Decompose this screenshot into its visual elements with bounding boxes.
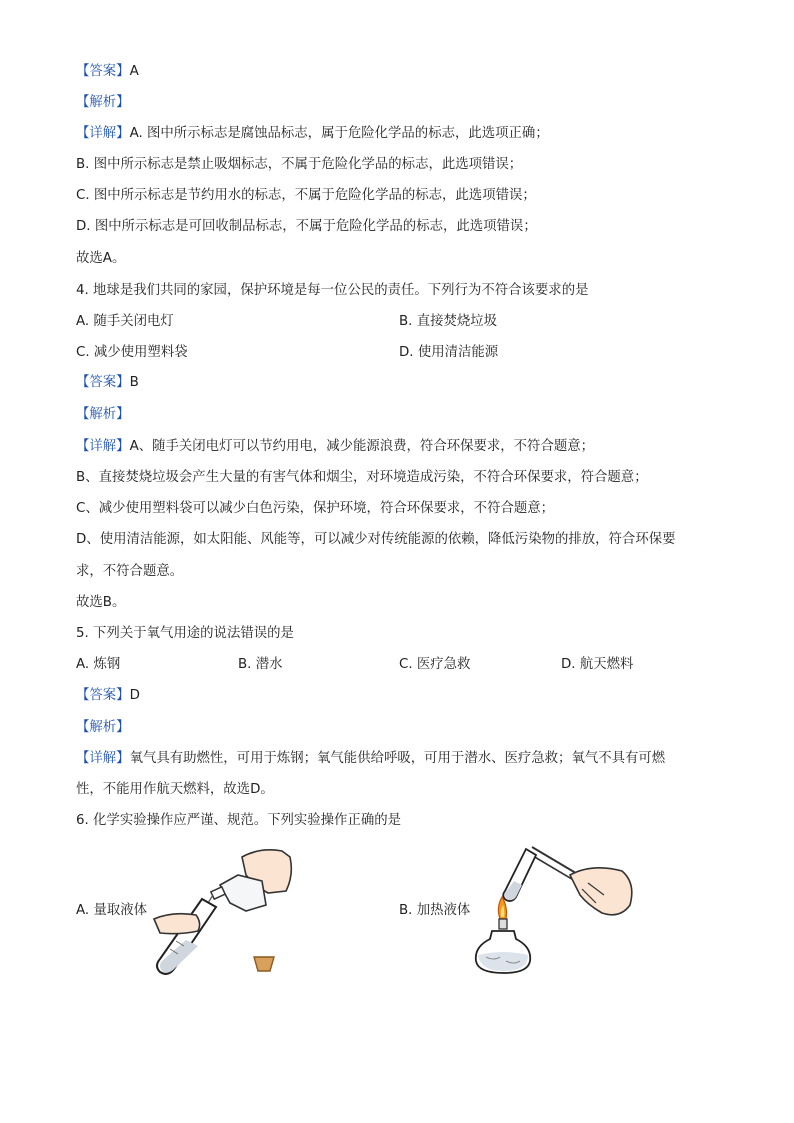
q6-option-a: A. 量取液体 <box>76 903 147 918</box>
q4-detail-line-0 <box>76 437 594 457</box>
detail-text: 氧气具有助燃性，可用于炼钢；氧气能供给呼吸，可用于潜水、医疗急救；氧气不具有可燃 <box>129 751 666 766</box>
q3-analysis-tag: 【解析】 <box>76 95 130 110</box>
q5-answer-line <box>76 686 140 706</box>
q3-conclusion: 故选A。 <box>76 251 126 266</box>
q3-detail-line-0 <box>76 124 549 144</box>
answer-tag: 【答案】 <box>76 688 130 703</box>
q4-detail-line-3: D、使用清洁能源，如太阳能、风能等，可以减少对传统能源的依赖，降低污染物的排放，符合环保要 <box>76 532 676 547</box>
q3-detail-line-2: C. 图中所示标志是节约用水的标志，不属于危险化学品的标志，此选项错误； <box>76 188 536 203</box>
q4-detail-line-1: B、直接焚烧垃圾会产生大量的有害气体和烟尘，对环境造成污染，不符合环保要求，符合题意； <box>76 470 648 485</box>
q4-option-d: D. 使用清洁能源 <box>399 345 499 360</box>
q3-detail-line-1: B. 图中所示标志是禁止吸烟标志，不属于危险化学品的标志，此选项错误； <box>76 157 523 172</box>
q4-option-b: B. 直接焚烧垃圾 <box>399 314 498 329</box>
q4-detail-line-2: C、减少使用塑料袋可以减少白色污染，保护环境，符合环保要求，不符合题意； <box>76 501 555 516</box>
q5-analysis-tag: 【解析】 <box>76 720 130 735</box>
q5-detail-line-1: 性，不能用作航天燃料，故选D。 <box>76 782 274 797</box>
q4-option-a: A. 随手关闭电灯 <box>76 314 174 329</box>
detail-tag: 【详解】 <box>76 439 130 454</box>
answer-value: B <box>129 375 139 390</box>
q6-option-b: B. 加热液体 <box>399 903 471 918</box>
q5-detail-line-0 <box>76 749 665 769</box>
q5-option-a: A. 炼钢 <box>76 657 121 672</box>
q4-option-c: C. 减少使用塑料袋 <box>76 345 188 360</box>
pour-liquid-figure <box>150 845 310 980</box>
q5-stem: 5. 下列关于氧气用途的说法错误的是 <box>76 626 294 641</box>
answer-value: D <box>129 688 140 703</box>
q6-stem: 6. 化学实验操作应严谨、规范。下列实验操作正确的是 <box>76 813 402 828</box>
q4-stem: 4. 地球是我们共同的家园，保护环境是每一位公民的责任。下列行为不符合该要求的是 <box>76 283 589 298</box>
q4-answer-line <box>76 373 139 393</box>
answer-tag: 【答案】 <box>76 64 130 79</box>
detail-tag: 【详解】 <box>76 126 130 141</box>
q5-option-b: B. 潜水 <box>238 657 283 672</box>
q3-detail-line-3: D. 图中所示标志是可回收制品标志，不属于危险化学品的标志，此选项错误； <box>76 219 537 234</box>
detail-text: A. 图中所示标志是腐蚀品标志，属于危险化学品的标志，此选项正确； <box>129 126 549 141</box>
answer-tag: 【答案】 <box>76 375 130 390</box>
detail-tag: 【详解】 <box>76 751 130 766</box>
q5-option-c: C. 医疗急救 <box>399 657 471 672</box>
q4-detail-line-4: 求，不符合题意。 <box>76 564 184 579</box>
heat-liquid-figure <box>470 843 650 978</box>
q5-option-d: D. 航天燃料 <box>561 657 634 672</box>
q4-analysis-tag: 【解析】 <box>76 407 130 422</box>
q3-answer-line <box>76 62 139 82</box>
q4-conclusion: 故选B。 <box>76 595 126 610</box>
answer-value: A <box>129 64 139 79</box>
detail-text: A、随手关闭电灯可以节约用电，减少能源浪费，符合环保要求，不符合题意； <box>129 439 595 454</box>
